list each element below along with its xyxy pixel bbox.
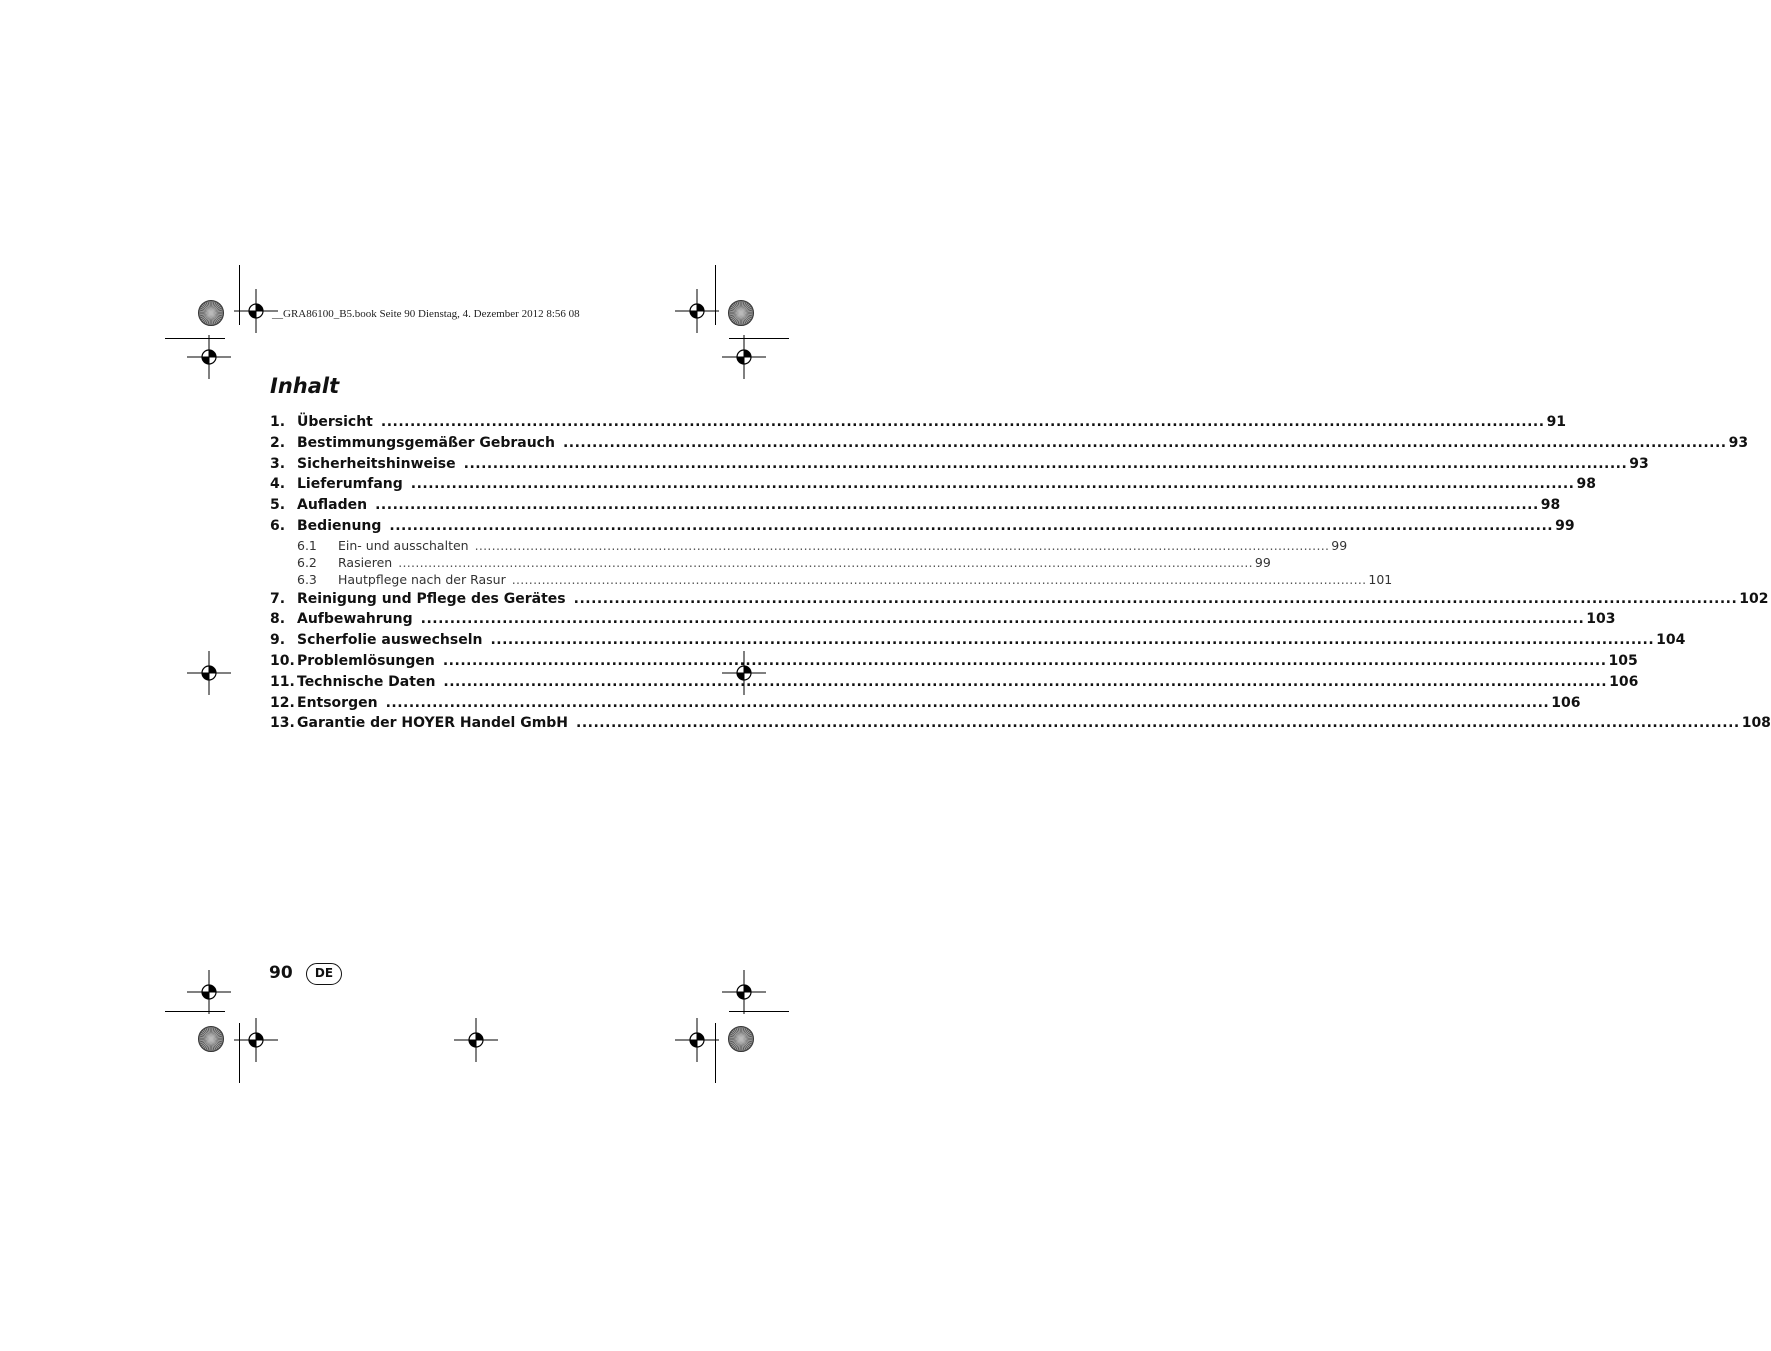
crosshair-registration-icon (187, 335, 231, 379)
starburst-target-icon (198, 300, 224, 326)
toc-leader-dots: ........................................................................................................................................................................................................ (576, 715, 1740, 732)
crosshair-registration-icon (675, 1018, 719, 1062)
toc-label: Aufladen (297, 497, 368, 514)
toc-page-number: 106 (1609, 673, 1639, 690)
toc-number: 1. (270, 414, 286, 430)
toc-leader-dots: ........................................................................................................................................................................................................ (573, 590, 1738, 607)
page-number: 90 (269, 963, 293, 983)
toc-page-number: 101 (1368, 572, 1393, 588)
toc-page-number: 105 (1608, 653, 1638, 670)
toc-label: Ein- und ausschalten (338, 537, 469, 553)
toc-entry[interactable] (270, 454, 1649, 475)
crosshair-registration-icon (187, 651, 231, 695)
crosshair-registration-icon (454, 1018, 498, 1062)
toc-page-number: 99 (1331, 537, 1348, 553)
toc-number: 12. (270, 694, 295, 711)
toc-label: Aufbewahrung (297, 611, 413, 628)
toc-number: 4. (270, 476, 286, 493)
toc-page-number: 99 (1555, 517, 1575, 534)
toc-leader-dots: ........................................................................................................................................................................................................ (442, 653, 1607, 670)
toc-label: Garantie der HOYER Handel GmbH (297, 715, 569, 732)
toc-number: 3. (270, 455, 286, 472)
file-info-header: __GRA86100_B5.book Seite 90 Dienstag, 4. Dezember 2012 8:56 08 (272, 308, 580, 320)
toc-entry[interactable] (270, 651, 1638, 672)
toc-leader-dots: ........................................................................................................................................................................................................ (375, 497, 1539, 514)
starburst-target-icon (198, 1026, 224, 1052)
crosshair-registration-icon (722, 970, 766, 1014)
toc-number: 6.1 (297, 537, 317, 553)
toc-page-number: 93 (1728, 434, 1749, 451)
toc-label: Reinigung und Pflege des Gerätes (297, 590, 566, 607)
toc-label: Sicherheitshinweise (297, 455, 456, 472)
toc-label: Lieferumfang (297, 476, 403, 493)
toc-number: 13. (270, 715, 295, 732)
starburst-target-icon (728, 1026, 754, 1052)
toc-page-number: 99 (1254, 555, 1271, 571)
toc-leader-dots: ........................................................................................................................................................................................................ (398, 555, 1253, 571)
toc-page-number: 106 (1551, 694, 1581, 711)
toc-number: 6.2 (297, 555, 317, 571)
toc-leader-dots: ........................................................................................................................................................................................................ (511, 572, 1367, 588)
toc-leader-dots: ........................................................................................................................................................................................................ (410, 476, 1575, 493)
crosshair-registration-icon (234, 1018, 278, 1062)
toc-label: Technische Daten (297, 673, 436, 690)
toc-leader-dots: ........................................................................................................................................................................................................ (463, 455, 1628, 472)
toc-label: Rasieren (338, 555, 393, 571)
toc-number: 8. (270, 611, 286, 628)
toc-subentry[interactable] (270, 537, 1348, 554)
toc-entry[interactable] (270, 412, 1567, 433)
toc-label: Bedienung (297, 517, 382, 534)
toc-number: 11. (270, 673, 295, 690)
toc-label: Übersicht (297, 414, 373, 430)
toc-leader-dots: ........................................................................................................................................................................................................ (474, 537, 1330, 553)
toc-page-number: 93 (1629, 455, 1649, 472)
toc-entry[interactable] (270, 516, 1575, 537)
toc-entry[interactable] (270, 693, 1581, 714)
toc-leader-dots: ........................................................................................................................................................................................................ (443, 673, 1608, 690)
toc-leader-dots: ........................................................................................................................................................................................................ (380, 414, 1545, 430)
toc-label: Bestimmungsgemäßer Gebrauch (297, 434, 555, 451)
toc-page-number: 108 (1741, 715, 1771, 732)
table-of-contents (270, 412, 1771, 734)
toc-entry[interactable] (270, 474, 1596, 495)
toc-leader-dots: ........................................................................................................................................................................................................ (389, 517, 1554, 534)
toc-subentry[interactable] (270, 554, 1271, 571)
toc-entry[interactable] (270, 630, 1686, 651)
toc-page-number: 91 (1546, 414, 1567, 430)
toc-page-number: 102 (1739, 590, 1769, 607)
toc-label: Problemlösungen (297, 653, 435, 670)
toc-label: Scherfolie auswechseln (297, 632, 483, 649)
toc-entry[interactable] (270, 495, 1561, 516)
toc-page-number: 98 (1540, 497, 1561, 514)
toc-label: Entsorgen (297, 694, 378, 711)
toc-label: Hautpflege nach der Rasur (338, 572, 506, 588)
toc-entry[interactable] (270, 609, 1616, 630)
crosshair-registration-icon (675, 289, 719, 333)
toc-number: 5. (270, 497, 286, 514)
toc-subentry[interactable] (270, 571, 1393, 588)
toc-entry[interactable] (270, 589, 1769, 610)
toc-leader-dots: ........................................................................................................................................................................................................ (420, 611, 1585, 628)
toc-number: 2. (270, 434, 286, 451)
toc-entry[interactable] (270, 433, 1749, 454)
toc-number: 10. (270, 653, 295, 670)
toc-entry[interactable] (270, 672, 1639, 693)
toc-page-number: 98 (1576, 476, 1596, 493)
toc-leader-dots: ........................................................................................................................................................................................................ (562, 434, 1727, 451)
toc-entry[interactable] (270, 713, 1771, 734)
toc-number: 6.3 (297, 572, 317, 588)
toc-leader-dots: ........................................................................................................................................................................................................ (490, 632, 1655, 649)
toc-leader-dots: ........................................................................................................................................................................................................ (385, 694, 1550, 711)
crosshair-registration-icon (187, 970, 231, 1014)
page-title: Inhalt (270, 374, 340, 398)
toc-page-number: 103 (1586, 611, 1616, 628)
toc-page-number: 104 (1656, 632, 1686, 649)
toc-number: 9. (270, 632, 286, 649)
language-badge: DE (306, 963, 342, 985)
crosshair-registration-icon (722, 335, 766, 379)
toc-number: 6. (270, 517, 286, 534)
starburst-target-icon (728, 300, 754, 326)
toc-number: 7. (270, 590, 286, 607)
